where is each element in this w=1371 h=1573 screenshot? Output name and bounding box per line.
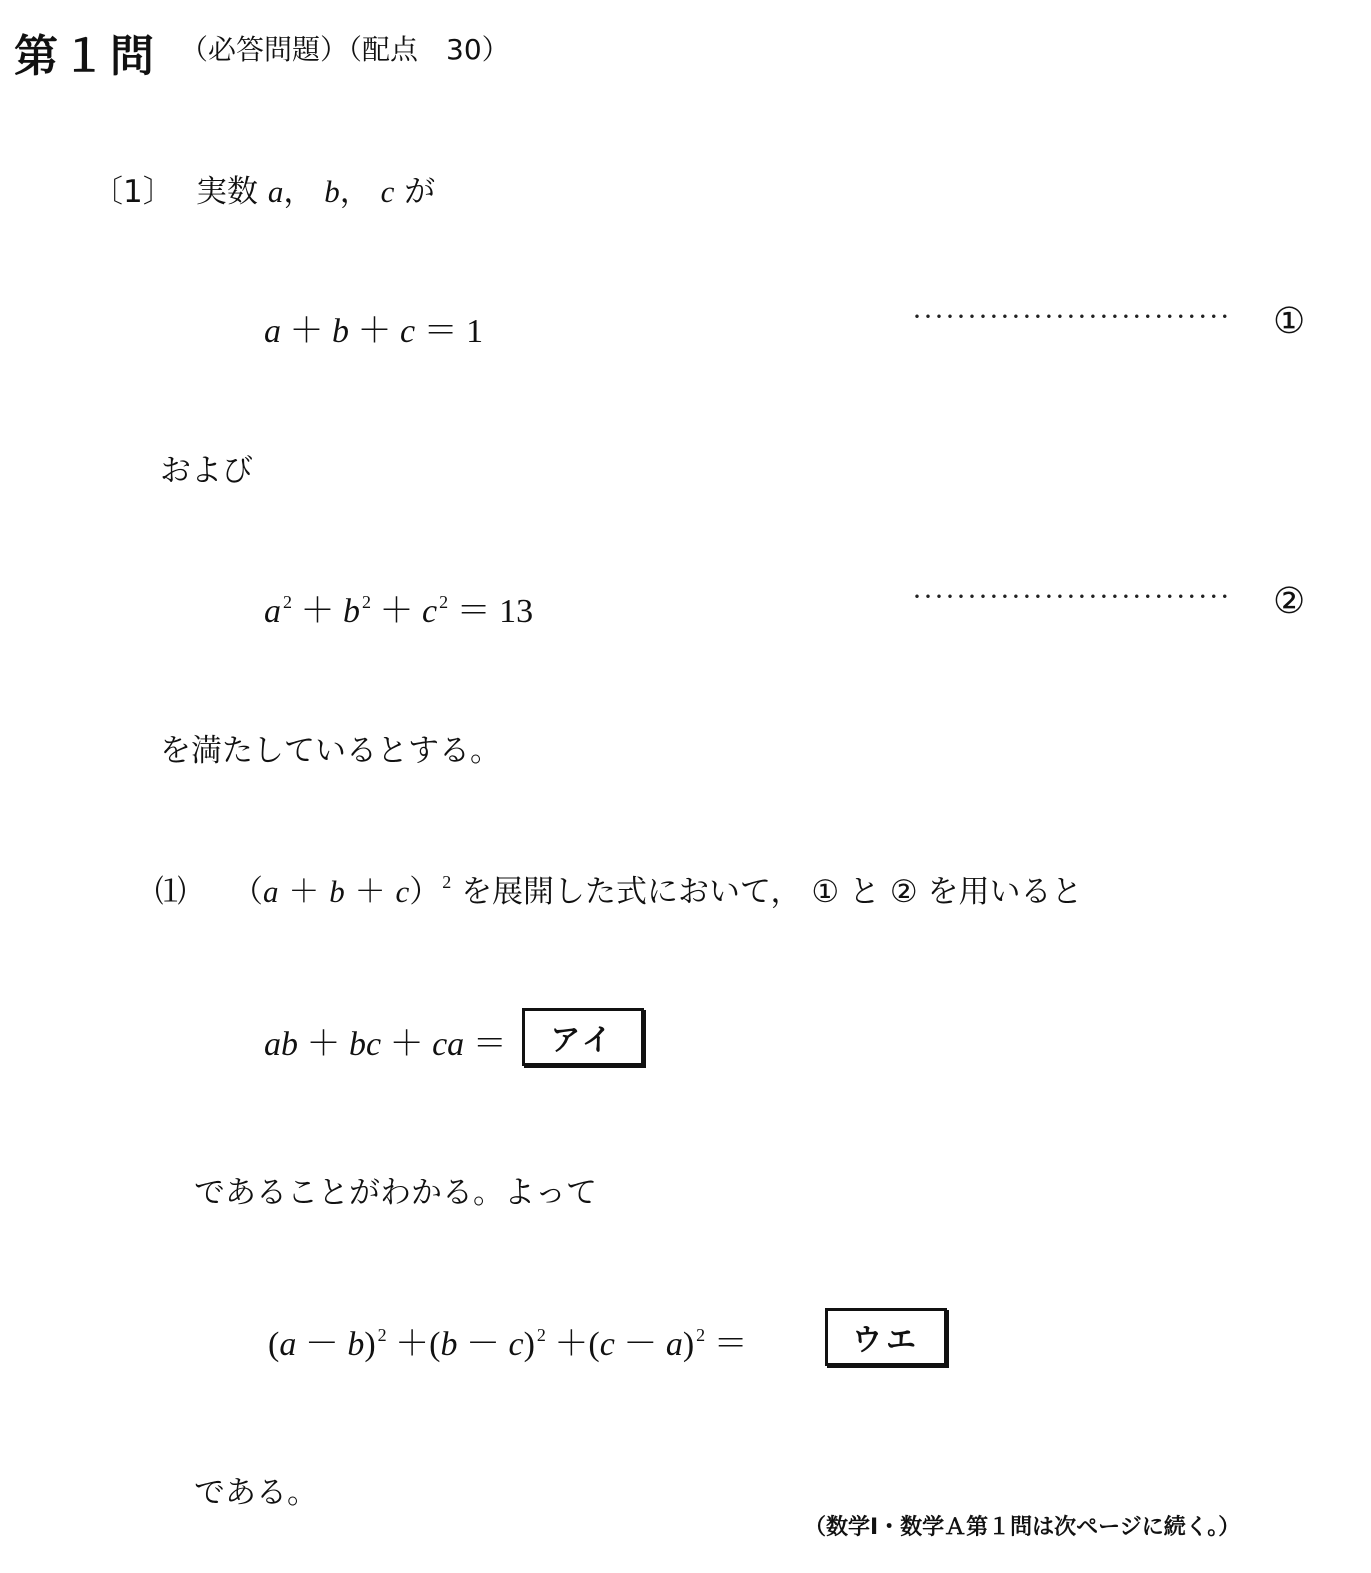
minus: － (623, 1326, 658, 1363)
eq1-a: a (264, 313, 281, 350)
var-c: c (380, 174, 395, 209)
equation-4 (268, 1316, 748, 1365)
var-a: a (267, 174, 284, 209)
equation-1 (264, 303, 483, 352)
exponent: 2 (439, 592, 449, 612)
question-text (232, 866, 1082, 911)
eq4-c: c (508, 1326, 524, 1363)
dot-leader: ····························· (912, 580, 1231, 613)
equation-3 (264, 1016, 507, 1065)
paren-open: ( (588, 1326, 600, 1363)
intro-prefix: 実数 (196, 174, 258, 210)
answer-box-ue[interactable]: ウエ (825, 1308, 947, 1366)
plus: ＋ (554, 1326, 589, 1363)
closing-text: である。 (194, 1475, 318, 1511)
eq2-b: b (343, 593, 360, 630)
minus: － (304, 1326, 339, 1363)
plus: ＋ (395, 1326, 430, 1363)
eq2-rhs: 13 (499, 593, 534, 630)
exponent: 2 (362, 592, 371, 612)
plus: ＋ (289, 313, 324, 350)
paren-open: （ (232, 874, 263, 910)
part-label: 〔1〕 (92, 174, 174, 210)
marker-ref-2: ② (889, 874, 918, 910)
paren-close: ) (364, 1326, 376, 1363)
exponent: 2 (377, 1325, 387, 1345)
plus: ＋ (389, 1026, 424, 1063)
q1-c: c (395, 874, 410, 909)
plus: ＋ (379, 593, 414, 630)
exponent: 2 (442, 872, 452, 892)
condition-text: を満たしているとする。 (160, 733, 501, 769)
continuation-note: （数学Ⅰ・数学Ａ第１問は次ページに続く。） (804, 1515, 1241, 1540)
paren-close: ) (523, 1326, 535, 1363)
plus: ＋ (300, 593, 335, 630)
dot-leader: ····························· (912, 300, 1231, 333)
plus: ＋ (306, 1026, 341, 1063)
q1-b: b (329, 874, 345, 909)
plus: ＋ (357, 313, 392, 350)
eq1-rhs: 1 (466, 313, 484, 350)
exponent: 2 (696, 1325, 706, 1345)
var-b: b (324, 174, 340, 209)
equation-2 (264, 583, 533, 632)
q1-a: a (263, 874, 279, 909)
paren-open: ( (268, 1326, 280, 1363)
question-and: と (848, 874, 880, 910)
eq1-c: c (400, 313, 416, 350)
conjunction-text: および (160, 453, 253, 489)
problem-number: 第１問 (14, 31, 158, 82)
equation-marker-2: ② (1273, 581, 1306, 622)
eq3-ab: ab (264, 1026, 298, 1063)
intro-suffix: が (404, 174, 436, 210)
equals: ＝ (713, 1326, 748, 1363)
paren-open: ( (429, 1326, 441, 1363)
paren-close: ） (409, 874, 441, 910)
question-end: を用いると (927, 874, 1083, 910)
marker-ref-1: ① (811, 874, 840, 910)
eq2-c: c (422, 593, 438, 630)
eq2-a: a (264, 593, 281, 630)
equation-marker-1: ① (1273, 301, 1306, 342)
question-label: ⑴ (155, 874, 186, 910)
part-intro (196, 166, 435, 211)
paren-close: ) (682, 1326, 695, 1363)
equals: ＝ (423, 313, 458, 350)
plus: ＋ (288, 874, 320, 909)
exponent: 2 (283, 592, 292, 612)
result-text: であることがわかる。よって (194, 1175, 597, 1211)
equals: ＝ (456, 593, 491, 630)
question-mid: を展開した式において， (461, 874, 802, 910)
eq4-b: b (440, 1326, 458, 1363)
eq1-b: b (332, 313, 349, 350)
eq4-a: a (279, 1326, 297, 1363)
eq3-ca: ca (432, 1026, 465, 1063)
eq4-c: c (599, 1326, 615, 1363)
eq4-a: a (665, 1326, 683, 1363)
minus: － (465, 1326, 500, 1363)
equals: ＝ (472, 1026, 507, 1063)
sep: ， (283, 174, 315, 210)
answer-box-ai[interactable]: アイ (522, 1008, 644, 1066)
problem-note: （必答問題）（配点 30） (180, 33, 510, 66)
eq4-b: b (347, 1326, 365, 1363)
eq3-bc: bc (349, 1026, 382, 1063)
exponent: 2 (536, 1325, 546, 1345)
sep: ， (339, 174, 371, 210)
plus: ＋ (354, 874, 386, 909)
